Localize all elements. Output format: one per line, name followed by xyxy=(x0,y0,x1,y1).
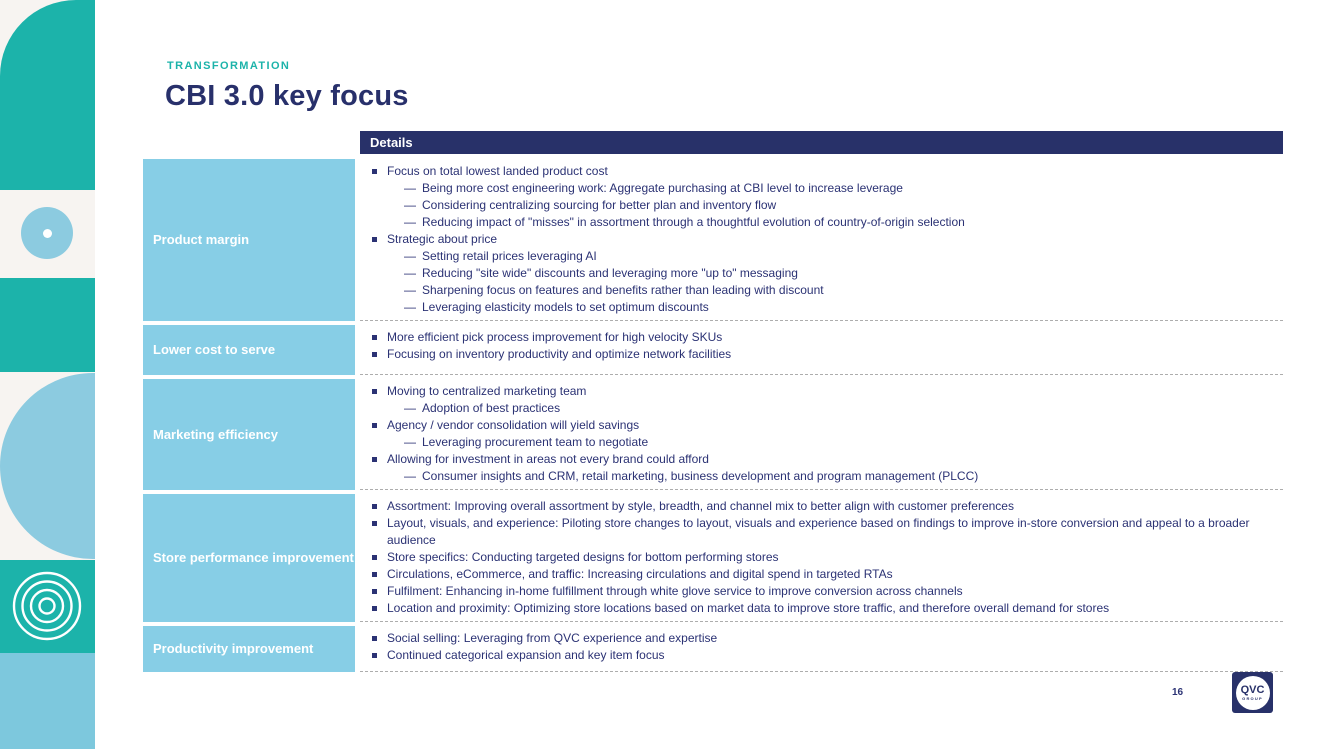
table-row-marketing-efficiency xyxy=(143,379,1283,490)
table-row-lower-cost-to-serve xyxy=(143,325,1283,375)
detail-item: Fulfilment: Enhancing in-home fulfillment through white glove service to improve conversion across channels xyxy=(360,583,1273,600)
detail-subitem: — Adoption of best practices xyxy=(360,400,1273,417)
detail-item: Assortment: Improving overall assortment by style, breadth, and channel mix to better align with customer preferences xyxy=(360,498,1273,515)
page-title: CBI 3.0 key focus xyxy=(165,80,409,112)
row-header: Store performance improvement xyxy=(143,494,355,622)
eyebrow-label: TRANSFORMATION xyxy=(167,60,291,72)
rounded-teal-shape xyxy=(0,0,95,190)
detail-item: More efficient pick process improvement for high velocity SKUs xyxy=(360,329,1273,346)
detail-item: Circulations, eCommerce, and traffic: Increasing circulations and digital spend in targeted RTAs xyxy=(360,566,1273,583)
row-details xyxy=(360,494,1283,622)
detail-item: Focus on total lowest landed product cost xyxy=(360,163,1273,180)
bottom-blue-shape xyxy=(0,653,95,749)
detail-item: Continued categorical expansion and key item focus xyxy=(360,647,1273,664)
detail-subitem: — Considering centralizing sourcing for better plan and inventory flow xyxy=(360,197,1273,214)
circle-dot xyxy=(43,229,52,238)
detail-item: Location and proximity: Optimizing store locations based on market data to improve store traffic, and therefore overall demand for stores xyxy=(360,600,1273,617)
target-icon xyxy=(11,570,83,642)
row-header: Productivity improvement xyxy=(143,626,355,672)
table-row-product-margin xyxy=(143,159,1283,321)
detail-item: Store specifics: Conducting targeted designs for bottom performing stores xyxy=(360,549,1273,566)
detail-subitem: — Consumer insights and CRM, retail marketing, business development and program management (PLCC) xyxy=(360,468,1273,485)
detail-item: Moving to centralized marketing team xyxy=(360,383,1273,400)
logo-circle xyxy=(1236,676,1270,710)
detail-subitem: — Being more cost engineering work: Aggregate purchasing at CBI level to increase leverage xyxy=(360,180,1273,197)
detail-item: Focusing on inventory productivity and optimize network facilities xyxy=(360,346,1273,363)
row-header: Marketing efficiency xyxy=(143,379,355,490)
table-rows xyxy=(143,159,1283,672)
row-details xyxy=(360,626,1283,672)
details-column-header: Details xyxy=(360,131,1283,154)
detail-item: Social selling: Leveraging from QVC experience and expertise xyxy=(360,630,1273,647)
detail-item: Allowing for investment in areas not every brand could afford xyxy=(360,451,1273,468)
target-shape-block xyxy=(0,560,95,653)
detail-subitem: — Leveraging elasticity models to set optimum discounts xyxy=(360,299,1273,316)
detail-subitem: — Reducing impact of "misses" in assortment through a thoughtful evolution of country-of-origin selection xyxy=(360,214,1273,231)
teal-rect-shape xyxy=(0,278,95,372)
table-row-store-performance xyxy=(143,494,1283,622)
row-details xyxy=(360,159,1283,321)
dot-circle-shape xyxy=(21,207,73,259)
row-details xyxy=(360,325,1283,375)
row-header: Product margin xyxy=(143,159,355,321)
qvc-group-logo xyxy=(1232,672,1273,713)
table-header-row xyxy=(143,131,1283,154)
row-details xyxy=(360,379,1283,490)
detail-subitem: — Sharpening focus on features and benefits rather than leading with discount xyxy=(360,282,1273,299)
decorative-sidebar xyxy=(0,0,95,749)
header-spacer xyxy=(143,131,360,154)
detail-subitem: — Leveraging procurement team to negotiate xyxy=(360,434,1273,451)
logo-text: QVC xyxy=(1240,683,1265,696)
table-row-productivity-improvement xyxy=(143,626,1283,672)
detail-item: Agency / vendor consolidation will yield savings xyxy=(360,417,1273,434)
detail-subitem: — Reducing "site wide" discounts and leveraging more "up to" messaging xyxy=(360,265,1273,282)
page-number: 16 xyxy=(1172,687,1184,698)
logo-subtext: GROUP xyxy=(1242,695,1263,701)
detail-item: Layout, visuals, and experience: Piloting store changes to layout, visuals and experience based on findings to improve in-store conversion and appeal to a broader audience xyxy=(360,515,1273,549)
focus-table xyxy=(143,131,1283,676)
half-circle-shape xyxy=(0,373,95,559)
detail-item: Strategic about price xyxy=(360,231,1273,248)
detail-subitem: — Setting retail prices leveraging AI xyxy=(360,248,1273,265)
row-header: Lower cost to serve xyxy=(143,325,355,375)
